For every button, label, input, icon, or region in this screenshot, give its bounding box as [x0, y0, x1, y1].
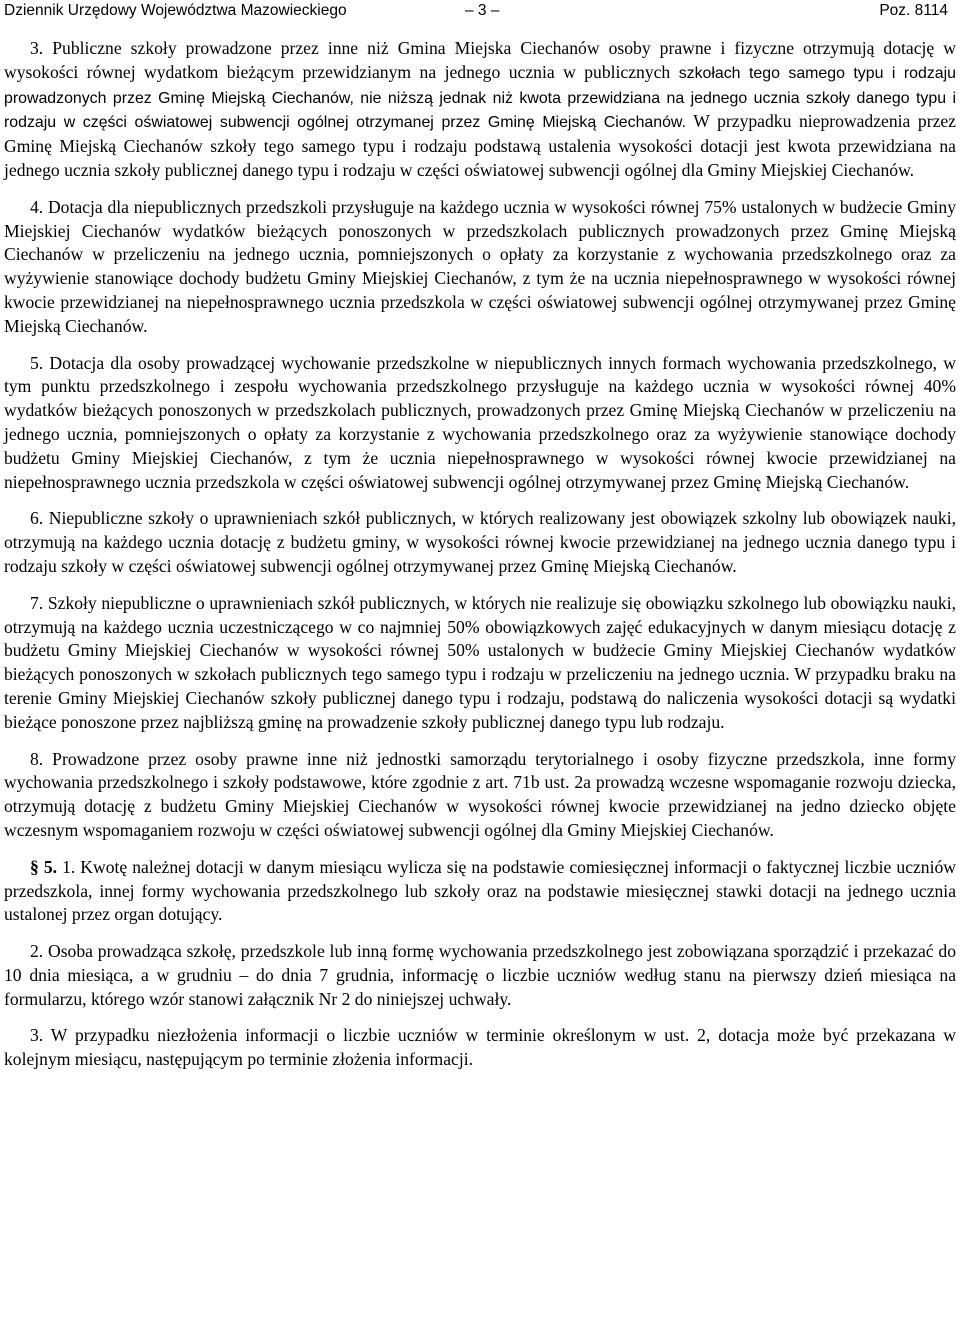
paragraph-text: W przypadku niezłożenia informacji o liczbie uczniów w terminie określonym w ust. 2, dotacja może być przekazana w kolejnym miesiącu, następującym po terminie złożenia informacji. [4, 1025, 956, 1070]
document-body [4, 37, 956, 1072]
paragraph-5 [4, 352, 956, 495]
paragraph-text: Publiczne szkoły prowadzone przez inne niż Gmina Miejska Ciechanów osoby prawne i fizyczne otrzymują dotację w wysokości równej wydatkom bieżącym przewidzianym na jednego ucznia w publicznych [4, 38, 956, 82]
paragraph-text: W przypadku nieprowadzenia przez Gminę Miejską Ciechanów szkoły tego samego typu i rodzaju podstawą ustalenia wysokości dotacji jest kwota przewidziana na jednego ucznia szkoły publicznej danego typu i rodzaju w części oświatowej subwencji ogólnej dla Gminy Miejskiej Ciechanów. [4, 111, 956, 180]
paragraph-text: Osoba prowadząca szkołę, przedszkole lub inną formę wychowania przedszkolnego jest zobowiązana sporządzić i przekazać do 10 dnia miesiąca, a w grudniu – do dnia 7 grudnia, informację o liczbie uczniów według stanu na pierwszy dzień miesiąca na formularzu, którego wzór stanowi załącznik Nr 2 do niniejszej uchwały. [4, 941, 956, 1009]
section-label: § 5. [30, 856, 58, 877]
paragraph-7 [4, 592, 956, 735]
paragraph-number: 4. [30, 196, 44, 217]
page-header [4, 0, 956, 20]
journal-title: Dziennik Urzędowy Województwa Mazowieckiego [4, 2, 347, 19]
section-5-paragraph-3 [4, 1024, 956, 1072]
position-number: Poz. 8114 [879, 2, 948, 19]
paragraph-number: 7. [30, 592, 44, 613]
paragraph-text-sans: szkołach tego samego typu i rodzaju prowadzonych przez Gminę Miejską Ciechanów, nie niższą jednak niż kwota przewidziana na jednego ucznia szkoły danego typu i rodzaju w części oświatowej subwencji ogólnej otrzymanej przez Gminę Miejską Ciechanów. [4, 64, 956, 132]
paragraph-number: 1. [57, 856, 76, 877]
paragraph-text: Prowadzone przez osoby prawne inne niż jednostki samorządu terytorialnego i osoby fizyczne przedszkola, inne formy wychowania przedszkolnego i szkoły podstawowe, które zgodnie z art. 71b ust. 2a prowadzą wczesne wspomaganie rozwoju dziecka, otrzymują dotację z budżetu Gminy Miejskiej Ciechanów w wysokości równej kwocie przewidzianej na jedno dziecko objęte wczesnym wspomaganiem rozwoju w części oświatowej subwencji ogólnej dla Gminy Miejskiej Ciechanów. [4, 748, 956, 840]
paragraph-number: 8. [30, 748, 44, 769]
paragraph-text: Szkoły niepubliczne o uprawnieniach szkół publicznych, w których nie realizuje się obowiązku szkolnego lub obowiązku nauki, otrzymują na każdego ucznia uczestniczącego w co najmniej 50% obowiązkowych zajęć edukacyjnych w danym miesiącu dotację z budżetu Gminy Miejskiej Ciechanów w wysokości równej 50% ustalonych w budżecie Gminy Miejskiej Ciechanów wydatków bieżących ponoszonych w szkołach publicznych tego samego typu i rodzaju w przeliczeniu na jednego ucznia. W przypadku braku na terenie Gminy Miejskiej Ciechanów szkoły publicznej danego typu i rodzaju, podstawą do naliczenia wysokości dotacji są wydatki bieżące ponoszone przez najbliższą gminę na prowadzenie szkoły publicznej danego typu lub rodzaju. [4, 592, 956, 732]
paragraph-text: Dotacja dla niepublicznych przedszkoli przysługuje na każdego ucznia w wysokości równej 75% ustalonych w budżecie Gminy Miejskiej Ciechanów wydatków bieżących ponoszonych w przedszkolach publicznych prowadzonych przez Gminę Miejską Ciechanów w przeliczeniu na jednego ucznia, pomniejszonych o opłaty za korzystanie z wychowania przedszkolnego oraz za wyżywienie stanowiące dochody budżetu Gminy Miejskiej Ciechanów, z tym że na ucznia niepełnosprawnego w wysokości równej kwocie przewidzianej na niepełnosprawnego ucznia przedszkola w części oświatowej subwencji ogólnej otrzymywanej przez Gminę Miejską Ciechanów. [4, 196, 956, 336]
paragraph-number: 3. [30, 1025, 44, 1046]
paragraph-number: 2. [30, 941, 44, 962]
paragraph-3 [4, 37, 956, 183]
paragraph-8 [4, 748, 956, 843]
paragraph-4 [4, 196, 956, 339]
paragraph-6 [4, 507, 956, 578]
section-5-paragraph-2 [4, 940, 956, 1011]
paragraph-number: 5. [30, 352, 44, 373]
paragraph-text: Dotacja dla osoby prowadzącej wychowanie przedszkolne w niepublicznych innych formach wychowania przedszkolnego, w tym punktu przedszkolnego i zespołu wychowania przedszkolnego przysługuje na każdego ucznia w wysokości równej 40% wydatków bieżących ponoszonych w przedszkolach publicznych, prowadzonych przez Gminę Miejską Ciechanów w przeliczeniu na jednego ucznia, pomniejszonych o opłaty za korzystanie z wychowania przedszkolnego oraz za wyżywienie stanowiące dochody budżetu Gminy Miejskiej Ciechanów, z tym że ucznia niepełnosprawnego w wysokości równej kwocie przewidzianej na niepełnosprawnego ucznia przedszkola w części oświatowej subwencji ogólnej otrzymywanej przez Gminę Miejską Ciechanów. [4, 352, 956, 492]
page-number: – 3 – [465, 2, 500, 19]
paragraph-number: 3. [30, 38, 44, 58]
paragraph-text: Kwotę należnej dotacji w danym miesiącu wylicza się na podstawie comiesięcznej informacji o faktycznej liczbie uczniów przedszkola, innej formy wychowania przedszkolnego lub szkoły oraz na podstawie miesięcznej stawki dotacji na jednego ucznia ustalonej przez organ dotujący. [4, 856, 956, 925]
section-5-paragraph-1 [4, 856, 956, 927]
paragraph-number: 6. [30, 508, 44, 529]
paragraph-text: Niepubliczne szkoły o uprawnieniach szkół publicznych, w których realizowany jest obowiązek szkolny lub obowiązek nauki, otrzymują na każdego ucznia dotację z budżetu gminy, w wysokości równej kwocie przewidzianej na jednego ucznia danego typu i rodzaju szkoły w części oświatowej subwencji ogólnej otrzymywanej przez Gminę Miejską Ciechanów. [4, 508, 956, 576]
